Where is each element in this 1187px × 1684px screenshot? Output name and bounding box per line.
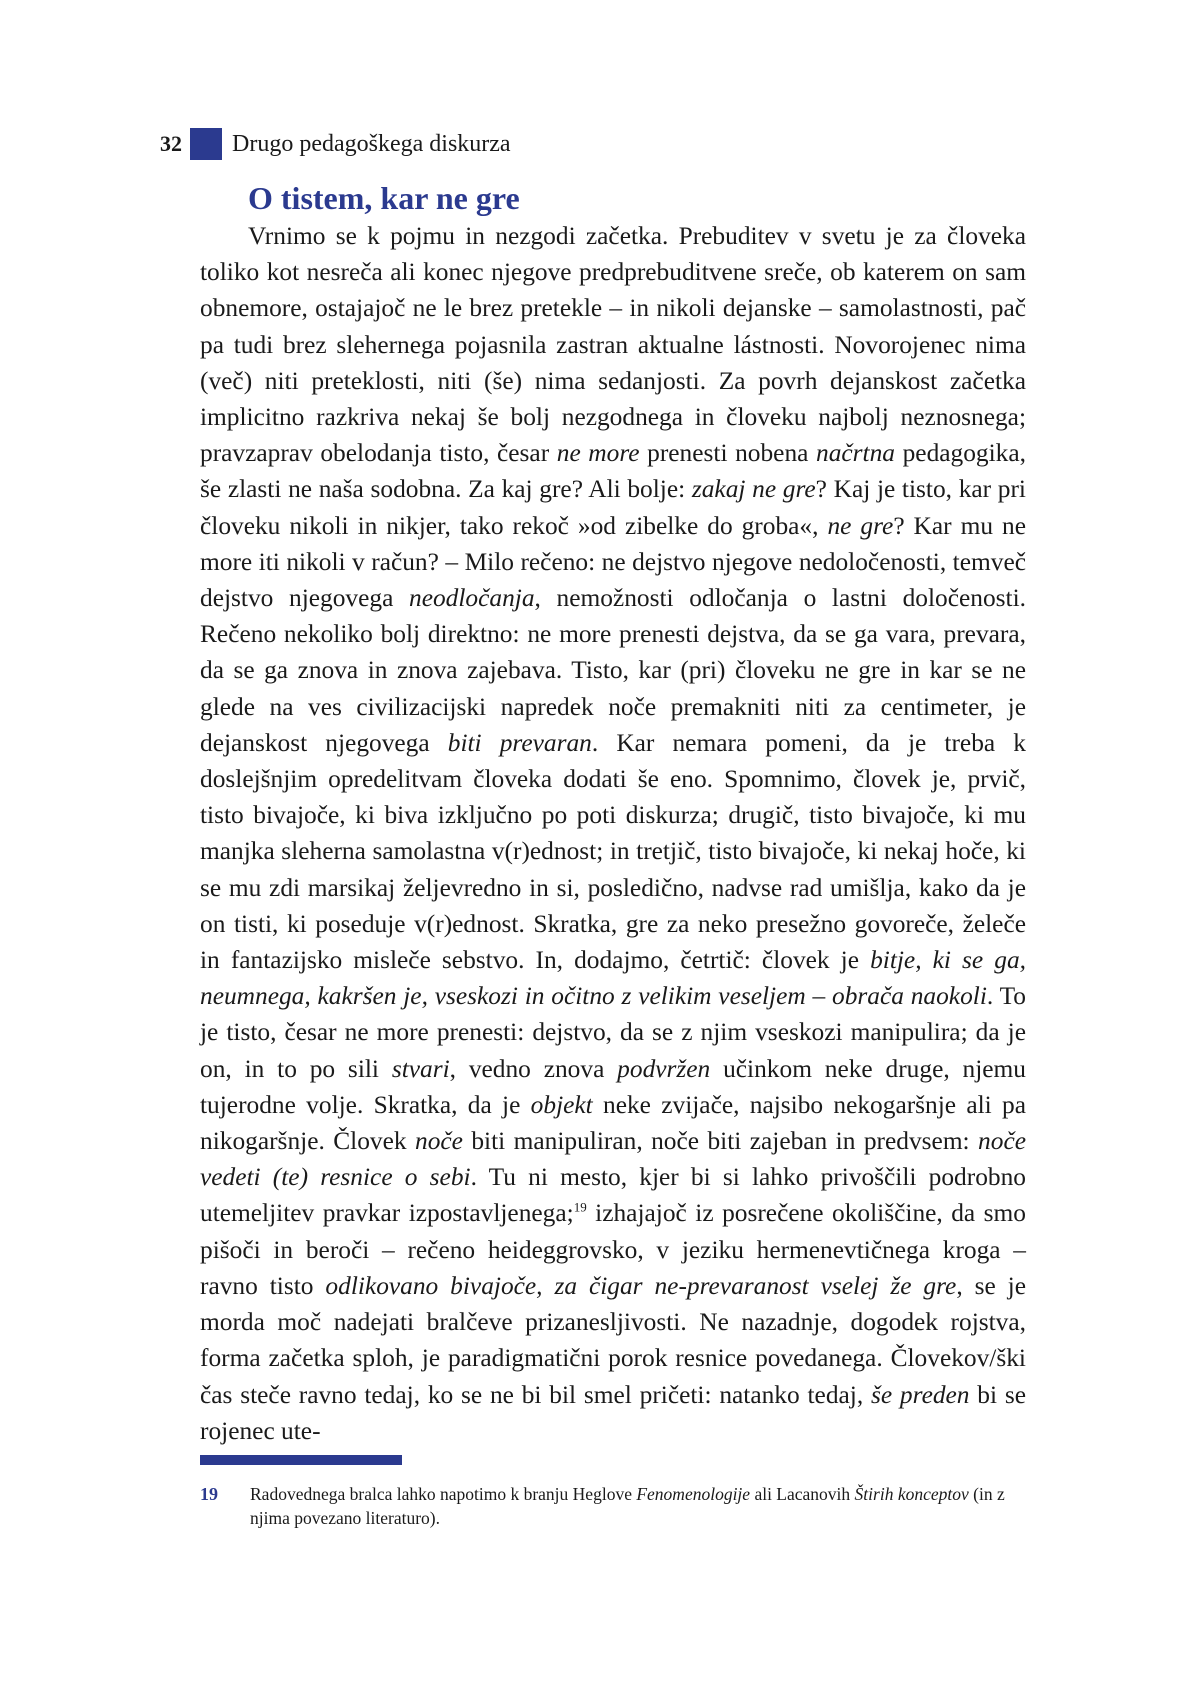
italic-run: odlikovano bivajoče, za čigar ne-prevaranost vselej že gre (325, 1271, 957, 1300)
italic-run: noče vedeti (te) resnice o sebi (200, 1127, 1026, 1192)
footnote-reference[interactable]: 19 (573, 1200, 587, 1216)
footnote-number: 19 (200, 1484, 218, 1504)
italic-run: ne gre (827, 511, 894, 540)
italic-run: objekt (530, 1090, 593, 1119)
footnote (200, 1482, 1026, 1530)
footnote-separator-rule (200, 1455, 402, 1465)
italic-run: zakaj ne gre (691, 475, 816, 504)
italic-run: načrtna (816, 439, 896, 468)
italic-run: neodločanja (409, 584, 535, 613)
text-run: bi se rojenec ute- (200, 1380, 1026, 1445)
italic-run: noče (415, 1127, 463, 1156)
text-run: , vedno znova (449, 1054, 618, 1083)
italic-run: še preden (870, 1380, 970, 1409)
text-run: ali Lacanovih (750, 1484, 855, 1504)
footnote-text (250, 1482, 1026, 1530)
text-run: . Tu ni mesto, kjer bi si lahko privoščili podrobno utemeljitev pravkar izpostavljenega; (200, 1163, 1026, 1228)
text-run: , nemožnosti odločanja o lastni določenosti. Rečeno nekoliko bolj direktno: ne more prenesti dejstva, da se ga vara, prevara, da se ga znova in znova zajebava. Tisto, kar (pri) človeku ne gre in kar se ne glede na ves civilizacijski napredek noče premakniti niti za centimeter, je dejanskost njegovega (200, 584, 1026, 757)
text-run: izhajajoč iz posrečene okoliščine, da smo pišoči in beroči – rečeno heideggrovsko, v jeziku hermenevtičnega kroga – ravno tisto (200, 1199, 1026, 1300)
text-run: neke zvijače, najsibo nekogaršnje ali pa nikogaršnje. Človek (200, 1090, 1026, 1156)
text-run: Vrnimo se k pojmu in nezgodi začetka. Prebuditev v svetu je za človeka toliko kot nesreča ali konec njegove predprebuditvene sreče, ob katerem on sam obnemore, ostajajoč ne le brez pretekle – in nikoli dejanske – samolastnosti, pač pa tudi brez slehernega pojasnila zastran aktualne lástnosti. Novorojenec nima (več) niti preteklosti, niti (še) nima sedanjosti. Za povrh dejanskost začetka implicitno razkriva nekaj še bolj nezgodnega in človeku najbolj neznosnega; pravzaprav obelodanja tisto, česar (200, 222, 1026, 468)
text-run: ? Kaj je tisto, kar pri človeku nikoli in nikjer, tako rekoč »od zibelke do groba«, (200, 475, 1026, 540)
italic-run: ne more (556, 439, 640, 468)
text-run: , se je morda moč nadejati bralčeve prizanesljivosti. Ne nazadnje, dogodek rojstva, forma začetka sploh, je paradigmatični porok resnice povedanega. Človekov/ški čas steče ravno tedaj, ko se ne bi bil smel pričeti: natanko tedaj, (200, 1271, 1026, 1409)
text-run: (in z njima povezano literaturo). (250, 1484, 1005, 1528)
text-run: Radovednega bralca lahko napotimo k branju Heglove (250, 1484, 637, 1504)
italic-run: stvari (391, 1054, 450, 1083)
section-title: O tistem, kar ne gre (248, 180, 520, 216)
body-paragraph (200, 218, 1026, 1449)
running-head (160, 128, 511, 160)
italic-run: biti prevaran (447, 728, 592, 757)
page-number: 32 (160, 131, 182, 156)
running-head-title: Drugo pedagoškega diskurza (232, 130, 511, 157)
text-run: prenesti nobena (639, 439, 817, 468)
italic-run: bitje, ki se ga, neumnega, kakršen je, vseskozi in očitno z velikim veseljem – obrača naokoli (200, 946, 1026, 1011)
header-square-ornament (190, 128, 222, 160)
text-run: biti manipuliran, noče biti zajeban in predvsem: (462, 1127, 979, 1156)
text-run: . Kar nemara pomeni, da je treba k doslejšnjim opredelitvam človeka dodati še eno. Spomnimo, človek je, prvič, tisto bivajoče, ki biva izključno po poti diskurza; drugič, tisto bivajoče, ki mu manjka sleherna samolastna v(r)ednost; in tretjič, tisto bivajoče, ki nekaj hoče, ki se mu zdi marsikaj željevredno in si, posledično, nadvse rad umišlja, kako da je on tisti, ki poseduje v(r)ednost. Skratka, gre za neko presežno govoreče, želeče in fantazijsko misleče sebstvo. In, dodajmo, četrtič: človek je (200, 728, 1026, 975)
italic-run: Štirih konceptov (854, 1484, 969, 1504)
text-run: pedagogika, še zlasti ne naša sodobna. Za kaj gre? Ali bolje: (200, 439, 1026, 504)
text-run: učinkom neke druge, njemu tujerodne volje. Skratka, da je (200, 1054, 1026, 1119)
text-run: . To je tisto, česar ne more prenesti: dejstvo, da se z njim vseskozi manipulira; da je on, in to po sili (200, 982, 1027, 1083)
italic-run: podvržen (617, 1054, 711, 1083)
text-run: ? Kar mu ne more iti nikoli v račun? – Milo rečeno: ne dejstvo njegove nedoločenosti, temveč dejstvo njegovega (200, 511, 1026, 613)
italic-run: Fenomenologije (636, 1484, 751, 1504)
